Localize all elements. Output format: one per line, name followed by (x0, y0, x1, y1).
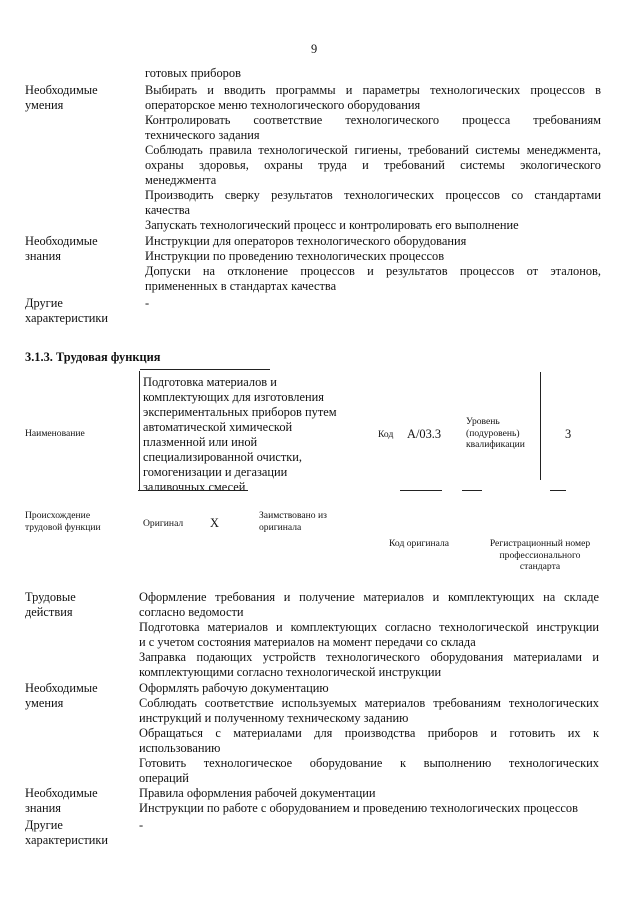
top-skills-label: Необходимые умения (25, 83, 98, 112)
top-other-value: - (145, 296, 150, 310)
text-line: Подготовка материалов и комплектующих согласно технологической инструкции (139, 620, 599, 634)
code-label: Код (378, 429, 394, 440)
text-line: Соблюдать правила технологической гигиены, требований системы менеджмента, (145, 143, 601, 157)
function-name-line: гомогенизации и дегазации (143, 465, 288, 479)
function-name-cell (143, 375, 375, 495)
page-number: 9 (311, 42, 318, 56)
continuation-text: готовых приборов (145, 66, 241, 80)
top-knowledge-list (145, 234, 601, 294)
text-line: Инструкции по проведению технологических процессов (145, 249, 445, 263)
text-line: Правила оформления рабочей документации (139, 786, 376, 800)
text-line: и с учетом состояния материалов на момент передачи со склада (139, 635, 476, 649)
function-name-line: экспериментальных приборов путем (143, 405, 337, 419)
list-item (145, 249, 601, 264)
text-line: комплектующими согласно технологической инструкции (139, 665, 442, 679)
text-line: охраны здоровья, охраны труда и требований системы экологического (145, 158, 601, 172)
top-skills-list (145, 83, 601, 233)
text-line: Инструкции по работе с оборудованием и проведению технологических процессов (139, 801, 578, 815)
list-item (145, 264, 601, 294)
code-original-label: Код оригинала (389, 538, 450, 549)
list-item (145, 218, 601, 233)
function-name-label: Наименование (25, 428, 85, 439)
text-line: операций (139, 771, 189, 785)
table-line (540, 372, 541, 480)
actions-label: Трудовые действия (25, 590, 76, 619)
bottom-skills-label: Необходимые умения (25, 681, 98, 710)
top-knowledge-label: Необходимые знания (25, 234, 98, 263)
function-name-line: плазменной или иной (143, 435, 258, 449)
text-line: Заправка подающих устройств технологического оборудования материалами и (139, 650, 599, 664)
text-line: Готовить технологическое оборудование к выполнению технологических (139, 756, 599, 770)
text-line: согласно ведомости (139, 605, 244, 619)
text-line: Инструкции для операторов технологического оборудования (145, 234, 467, 248)
list-item (139, 590, 599, 620)
list-item (145, 113, 601, 143)
list-item (139, 726, 599, 756)
text-line: операторское меню технологического оборудования (145, 98, 421, 112)
table-line (462, 490, 482, 491)
function-name-line: комплектующих для изготовления (143, 390, 324, 404)
level-value: 3 (565, 427, 572, 441)
list-item (139, 801, 599, 816)
text-line: Обращаться с материалами для производства приборов и готовить их к (139, 726, 599, 740)
text-line: Допуски на отклонение процессов и результатов процессов от эталонов, (145, 264, 601, 278)
text-line: примененных в стандартах качества (145, 279, 337, 293)
list-item (139, 696, 599, 726)
text-line: технического задания (145, 128, 260, 142)
text-line: Оформлять рабочую документацию (139, 681, 329, 695)
table-line (138, 490, 248, 491)
list-item (145, 234, 601, 249)
actions-list (139, 590, 599, 680)
text-line: качества (145, 203, 190, 217)
text-line: Запускать технологический процесс и контролировать его выполнение (145, 218, 519, 232)
table-line (139, 371, 140, 490)
list-item (139, 681, 599, 696)
function-name-line: Подготовка материалов и (143, 375, 277, 389)
list-item (139, 650, 599, 680)
text-line: Выбирать и вводить программы и параметры технологических процессов в (145, 83, 601, 97)
text-line: Соблюдать соответствие используемых материалов требованиям технологических (139, 696, 599, 710)
top-other-label: Другие характеристики (25, 296, 109, 325)
bottom-other-value: - (139, 818, 144, 832)
text-line: использованию (139, 741, 221, 755)
text-line: Производить сверку результатов технологических процессов со стандартами (145, 188, 601, 202)
reg-number-label: Регистрационный номер профессионального стандарта (489, 538, 591, 572)
table-line (140, 369, 270, 370)
bottom-skills-list (139, 681, 599, 786)
text-line: Оформление требования и получение материалов и комплектующих на складе (139, 590, 599, 604)
section-title: 3.1.3. Трудовая функция (25, 350, 161, 364)
function-name-line: заливочных смесей (143, 480, 246, 494)
text-line: Контролировать соответствие технологического процесса требованиям (145, 113, 601, 127)
text-line: инструкций и полученному техническому заданию (139, 711, 409, 725)
list-item (139, 786, 599, 801)
code-value: А/03.3 (407, 427, 442, 441)
original-mark: X (210, 516, 219, 530)
function-name-line: автоматической химической (143, 420, 293, 434)
list-item (139, 756, 599, 786)
table-line (550, 490, 566, 491)
bottom-other-label: Другие характеристики (25, 818, 109, 847)
list-item (139, 620, 599, 650)
table-line (400, 490, 442, 491)
original-label: Оригинал (143, 518, 184, 529)
level-label: Уровень (подуровень) квалификации (466, 416, 525, 450)
bottom-knowledge-label: Необходимые знания (25, 786, 98, 815)
list-item (145, 83, 601, 113)
origin-label: Происхождение трудовой функции (25, 510, 101, 533)
list-item (145, 188, 601, 218)
text-line: менеджмента (145, 173, 217, 187)
function-name-line: специализированной очистки, (143, 450, 303, 464)
list-item (145, 143, 601, 188)
borrowed-label: Заимствовано из оригинала (259, 510, 327, 533)
bottom-knowledge-list (139, 786, 599, 816)
